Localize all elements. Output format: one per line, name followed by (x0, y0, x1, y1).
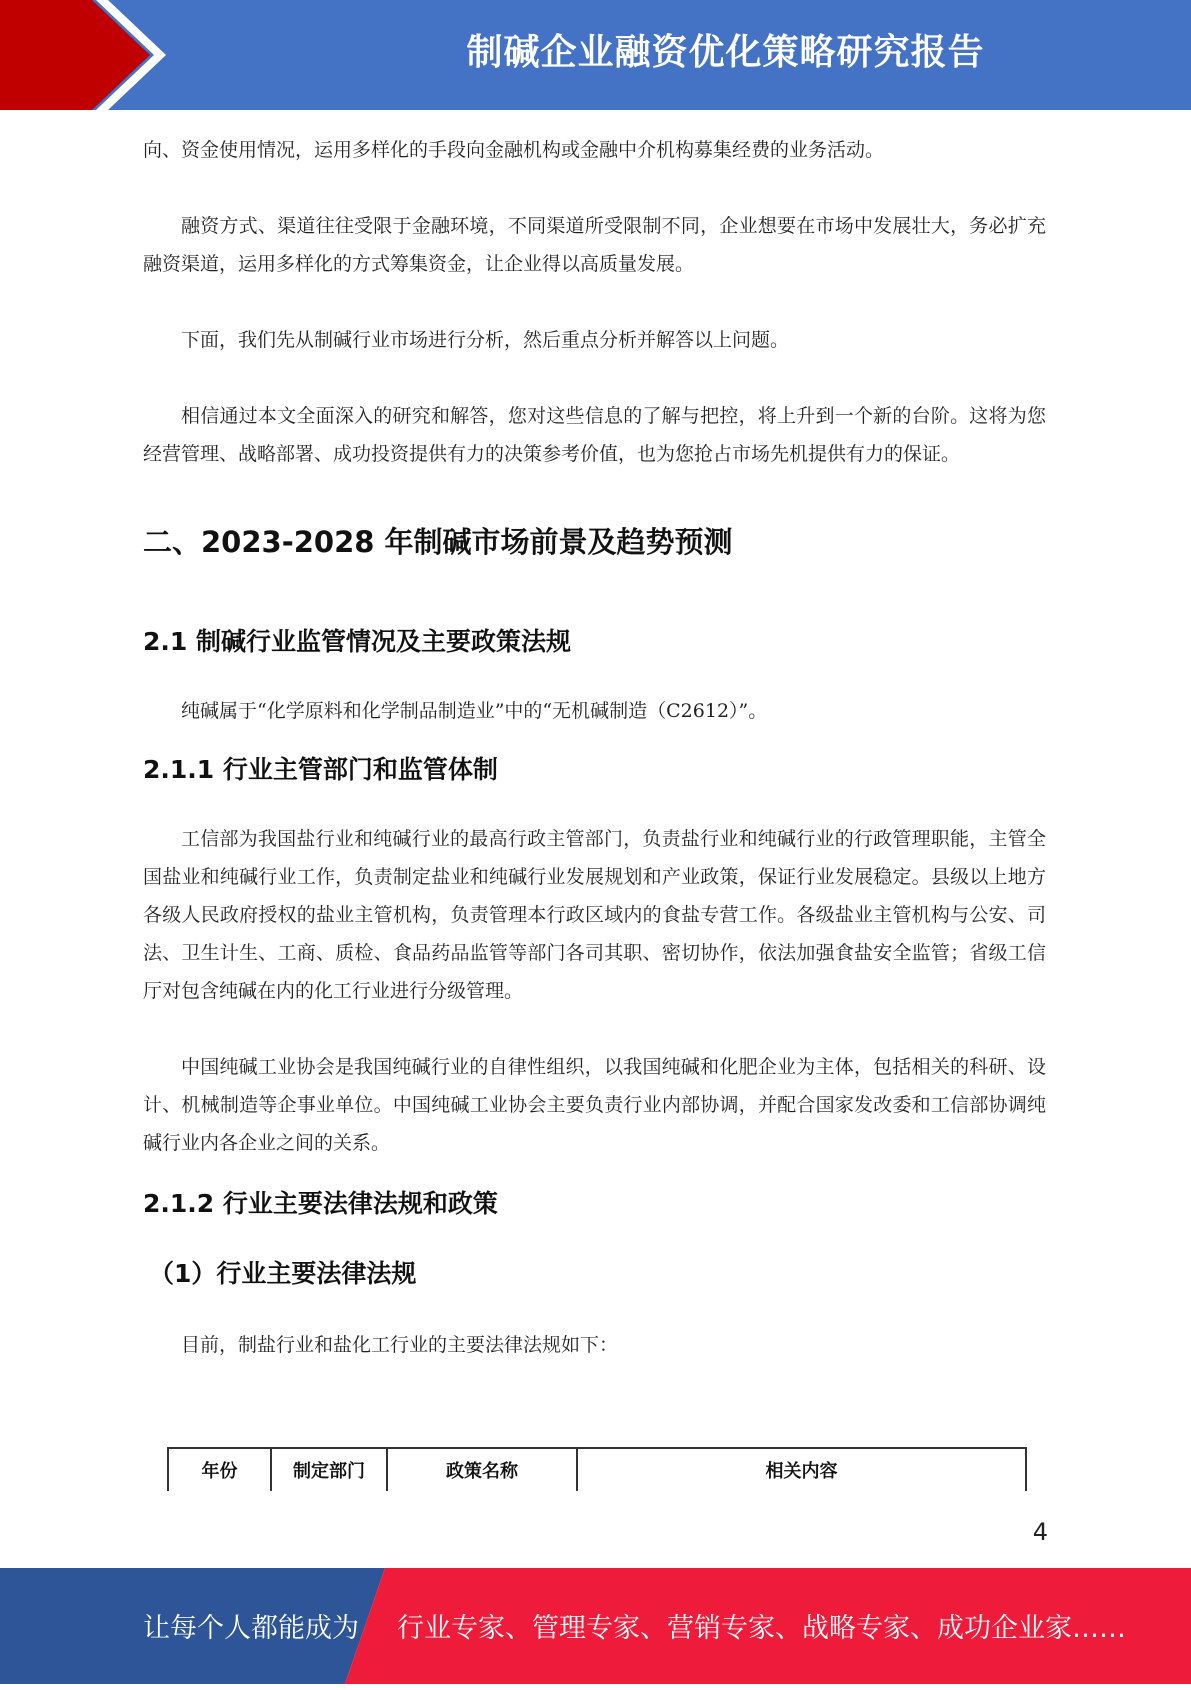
paragraph: 相信通过本文全面深入的研究和解答，您对这些信息的了解与把控，将上升到一个新的台阶。这将为您经营管理、战略部署、成功投资提供有力的决策参考价值，也为您抢占市场先机提供有力的保证。 (143, 405, 1046, 465)
page-number: 4 (1032, 1518, 1048, 1546)
footer-slogan-right: 行业专家、管理专家、营销专家、战略专家、成功企业家…… (397, 1613, 1126, 1644)
table-header-cell: 制定部门 (271, 1448, 387, 1491)
paragraph: 目前，制盐行业和盐化工行业的主要法律法规如下： (181, 1334, 619, 1356)
table-header-row (168, 1448, 1026, 1491)
paragraph: 中国纯碱工业协会是我国纯碱行业的自律性组织，以我国纯碱和化肥企业为主体，包括相关的科研、设计、机械制造等企事业单位。中国纯碱工业协会主要负责行业内部协调，并配合国家发改委和工信部协调纯碱行业内各企业之间的关系。 (143, 1056, 1046, 1154)
section-heading: 二、2023-2028 年制碱市场前景及趋势预测 (143, 525, 733, 559)
subsubsection-heading: 2.1.1 行业主管部门和监管体制 (143, 755, 498, 784)
footer-slogan-left: 让每个人都能成为 (143, 1613, 359, 1644)
report-title: 制碱企业融资优化策略研究报告 (466, 32, 985, 73)
paragraph: 下面，我们先从制碱行业市场进行分析，然后重点分析并解答以上问题。 (181, 329, 790, 351)
paragraph: 工信部为我国盐行业和纯碱行业的最高行政主管部门，负责盐行业和纯碱行业的行政管理职能，主管全国盐业和纯碱行业工作，负责制定盐业和纯碱行业发展规划和产业政策，保证行业发展稳定。县级以上地方各级人民政府授权的盐业主管机构，负责管理本行政区域内的食盐专营工作。各级盐业主管机构与公安、司法、卫生计生、工商、质检、食品药品监管等部门各司其职、密切协作，依法加强食盐安全监管；省级工信厅对包含纯碱在内的化工行业进行分级管理。 (143, 828, 1046, 1002)
page-footer (0, 1568, 1191, 1684)
paragraph: 融资方式、渠道往往受限于金融环境，不同渠道所受限制不同，企业想要在市场中发展壮大，务必扩充融资渠道，运用多样化的方式筹集资金，让企业得以高质量发展。 (143, 215, 1046, 275)
table-header-cell: 相关内容 (577, 1448, 1026, 1491)
page-header (0, 0, 1191, 110)
item-heading: （1）行业主要法律法规 (149, 1259, 417, 1288)
paragraph: 纯碱属于“化学原料和化学制品制造业”中的“无机碱制造（C2612）”。 (181, 700, 768, 722)
table-header-cell: 政策名称 (387, 1448, 577, 1491)
table-header-cell: 年份 (168, 1448, 271, 1491)
subsubsection-heading: 2.1.2 行业主要法律法规和政策 (143, 1189, 498, 1218)
regulations-table (167, 1447, 1027, 1491)
header-arrow-decoration (0, 0, 300, 110)
main-content (143, 131, 1046, 1364)
paragraph: 向、资金使用情况，运用多样化的手段向金融机构或金融中介机构募集经费的业务活动。 (143, 139, 885, 161)
subsection-heading: 2.1 制碱行业监管情况及主要政策法规 (143, 627, 571, 656)
